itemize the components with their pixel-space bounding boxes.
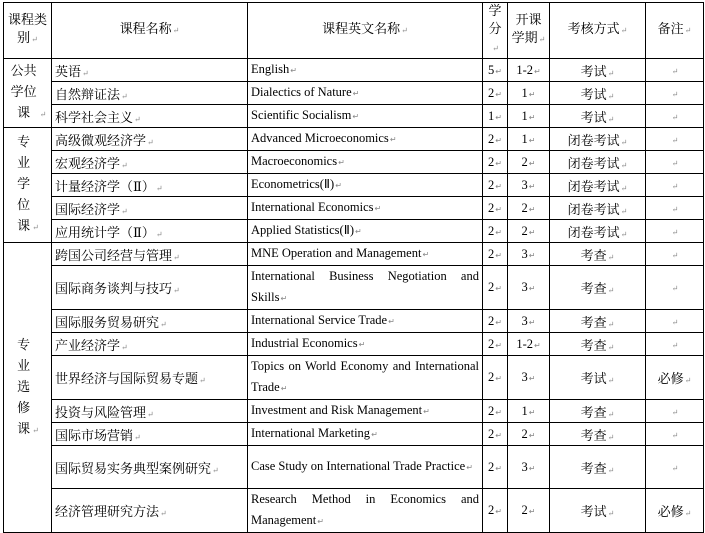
course-semester: 3↵ [508,310,550,333]
course-category: 公共学位课 ↵ [4,59,52,128]
course-en-name: Investment and Risk Management↵ [248,400,483,423]
course-cn-name: 跨国公司经营与管理↵ [52,243,248,266]
course-en-name: English↵ [248,59,483,82]
course-exam: 闭卷考试↵ [550,220,646,243]
course-remark: ↵ [646,266,704,310]
course-cn-name: 投资与风险管理↵ [52,400,248,423]
course-credits: 2↵ [483,333,508,356]
course-cn-name: 英语↵ [52,59,248,82]
table-row [4,128,704,151]
course-remark: ↵ [646,243,704,266]
course-credits: 2↵ [483,446,508,489]
course-remark: ↵ [646,220,704,243]
course-remark: ↵ [646,174,704,197]
course-credits: 2↵ [483,197,508,220]
course-remark: ↵ [646,82,704,105]
course-en-name: International Marketing↵ [248,423,483,446]
header-remark: 备注↵ [646,3,704,59]
course-en-name: International Service Trade↵ [248,310,483,333]
course-remark: 必修↵ [646,356,704,400]
course-en-name: Topics on World Economy and International Trade↵ [248,356,483,400]
course-credits: 2↵ [483,82,508,105]
course-remark: ↵ [646,105,704,128]
course-remark: ↵ [646,446,704,489]
course-category: 专业学位课 ↵ [4,128,52,243]
course-en-name: Research Method in Economics and Management↵ [248,489,483,533]
course-en-name: International Business Negotiation and Skills↵ [248,266,483,310]
course-exam: 考查↵ [550,310,646,333]
course-remark: ↵ [646,128,704,151]
table-row [4,151,704,174]
table-row [4,105,704,128]
table-body [4,59,704,533]
course-exam: 考查↵ [550,333,646,356]
course-credits: 2↵ [483,266,508,310]
table-row [4,243,704,266]
table-row [4,333,704,356]
table-row [4,489,704,533]
course-remark: ↵ [646,423,704,446]
course-semester: 2↵ [508,423,550,446]
course-exam: 考试↵ [550,59,646,82]
course-semester: 3↵ [508,356,550,400]
course-credits: 2↵ [483,310,508,333]
course-semester: 2↵ [508,197,550,220]
course-cn-name: 国际市场营销↵ [52,423,248,446]
course-semester: 3↵ [508,174,550,197]
table-row [4,310,704,333]
course-category: 专业选修课 ↵ [4,243,52,533]
course-exam: 考查↵ [550,243,646,266]
course-credits: 2↵ [483,151,508,174]
course-en-name: Industrial Economics↵ [248,333,483,356]
course-credits: 2↵ [483,356,508,400]
course-cn-name: 自然辩证法↵ [52,82,248,105]
course-exam: 考查↵ [550,446,646,489]
course-credits: 2↵ [483,489,508,533]
course-semester: 3↵ [508,446,550,489]
course-exam: 闭卷考试↵ [550,151,646,174]
course-cn-name: 世界经济与国际贸易专题↵ [52,356,248,400]
course-cn-name: 国际服务贸易研究↵ [52,310,248,333]
course-cn-name: 计量经济学（Ⅱ）↵ [52,174,248,197]
course-en-name: MNE Operation and Management↵ [248,243,483,266]
course-remark: 必修↵ [646,489,704,533]
course-credits: 1↵ [483,105,508,128]
course-en-name: Econometrics(Ⅱ)↵ [248,174,483,197]
course-semester: 3↵ [508,243,550,266]
course-credits: 5↵ [483,59,508,82]
course-exam: 考试↵ [550,105,646,128]
course-exam: 考查↵ [550,423,646,446]
course-en-name: Dialectics of Nature↵ [248,82,483,105]
course-en-name: Macroeconomics↵ [248,151,483,174]
table-row [4,59,704,82]
course-semester: 1↵ [508,400,550,423]
course-semester: 2↵ [508,489,550,533]
course-semester: 1↵ [508,105,550,128]
course-semester: 1-2↵ [508,333,550,356]
course-semester: 3↵ [508,266,550,310]
course-table [3,2,704,533]
course-remark: ↵ [646,333,704,356]
course-cn-name: 产业经济学↵ [52,333,248,356]
course-en-name: Applied Statistics(Ⅱ)↵ [248,220,483,243]
course-remark: ↵ [646,197,704,220]
header-en-name: 课程英文名称↵ [248,3,483,59]
course-cn-name: 国际商务谈判与技巧↵ [52,266,248,310]
course-exam: 考查↵ [550,400,646,423]
header-semester: 开课学期↵ [508,3,550,59]
course-cn-name: 国际经济学↵ [52,197,248,220]
course-exam: 考试↵ [550,489,646,533]
header-exam: 考核方式↵ [550,3,646,59]
table-row [4,446,704,489]
course-credits: 2↵ [483,174,508,197]
course-cn-name: 科学社会主义↵ [52,105,248,128]
course-semester: 1-2↵ [508,59,550,82]
course-remark: ↵ [646,310,704,333]
table-row [4,174,704,197]
header-credits: 学分↵ [483,3,508,59]
table-row [4,266,704,310]
header-cn-name: 课程名称↵ [52,3,248,59]
course-cn-name: 国际贸易实务典型案例研究↵ [52,446,248,489]
course-cn-name: 高级微观经济学↵ [52,128,248,151]
course-remark: ↵ [646,151,704,174]
course-credits: 2↵ [483,400,508,423]
course-cn-name: 应用统计学（Ⅱ）↵ [52,220,248,243]
course-semester: 2↵ [508,151,550,174]
table-row [4,220,704,243]
course-exam: 考试↵ [550,82,646,105]
course-remark: ↵ [646,59,704,82]
course-cn-name: 宏观经济学↵ [52,151,248,174]
course-exam: 闭卷考试↵ [550,128,646,151]
course-en-name: Case Study on International Trade Practice↵ [248,446,483,489]
course-semester: 2↵ [508,220,550,243]
course-en-name: Scientific Socialism↵ [248,105,483,128]
table-row [4,356,704,400]
table-row [4,423,704,446]
table-row [4,197,704,220]
course-credits: 2↵ [483,128,508,151]
course-credits: 2↵ [483,423,508,446]
table-row [4,82,704,105]
course-exam: 考试↵ [550,356,646,400]
course-exam: 闭卷考试↵ [550,197,646,220]
table-row [4,400,704,423]
header-row [4,3,704,59]
course-remark: ↵ [646,400,704,423]
course-cn-name: 经济管理研究方法↵ [52,489,248,533]
course-semester: 1↵ [508,128,550,151]
header-category: 课程类别↵ [4,3,52,59]
course-credits: 2↵ [483,220,508,243]
course-semester: 1↵ [508,82,550,105]
course-exam: 考查↵ [550,266,646,310]
course-credits: 2↵ [483,243,508,266]
course-en-name: Advanced Microeconomics↵ [248,128,483,151]
course-en-name: International Economics↵ [248,197,483,220]
course-exam: 闭卷考试↵ [550,174,646,197]
